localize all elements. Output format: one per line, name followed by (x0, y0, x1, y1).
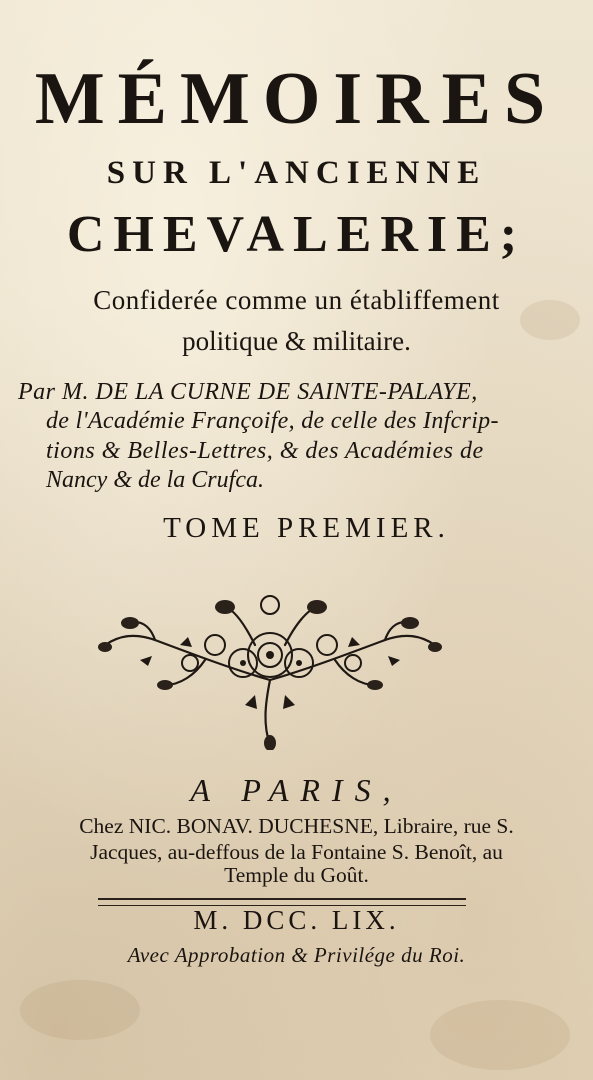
description-line-2: politique & militaire. (182, 326, 411, 356)
author-line-4: Nancy & de la Crufca. (46, 467, 264, 493)
subtitle-line-2: CHEVALERIE; (66, 206, 527, 263)
imprint-line-2: Jacques, au-deffous de la Fontaine S. Benoît, au (90, 840, 503, 864)
imprint-date: M. DCC. LIX. (193, 905, 400, 935)
author-line-2: de l'Académie Françoife, de celle des Infcrip- (46, 408, 499, 434)
imprint-line-1: Chez NIC. BONAV. DUCHESNE, Libraire, rue S. (79, 814, 514, 838)
paper-stain (430, 1000, 570, 1070)
book-title: MÉMOIRES (34, 58, 559, 140)
description-line-1: Confiderée comme un établiffement (93, 285, 500, 315)
paper-stain (20, 980, 140, 1040)
volume-label: TOME PREMIER. (163, 512, 450, 544)
subtitle-line-1: SUR L'ANCIENNE (106, 155, 487, 191)
author-line-3: tions & Belles-Lettres, & des Académies de (46, 438, 484, 464)
imprint-place: A PARIS, (190, 772, 403, 808)
author-line-1: Par M. DE LA CURNE DE SAINTE-PALAYE, (18, 379, 478, 405)
imprint-line-3: Temple du Goût. (224, 863, 369, 887)
floral-ornament-icon (95, 585, 445, 750)
privilege-line: Avec Approbation & Privilége du Roi. (127, 943, 466, 967)
